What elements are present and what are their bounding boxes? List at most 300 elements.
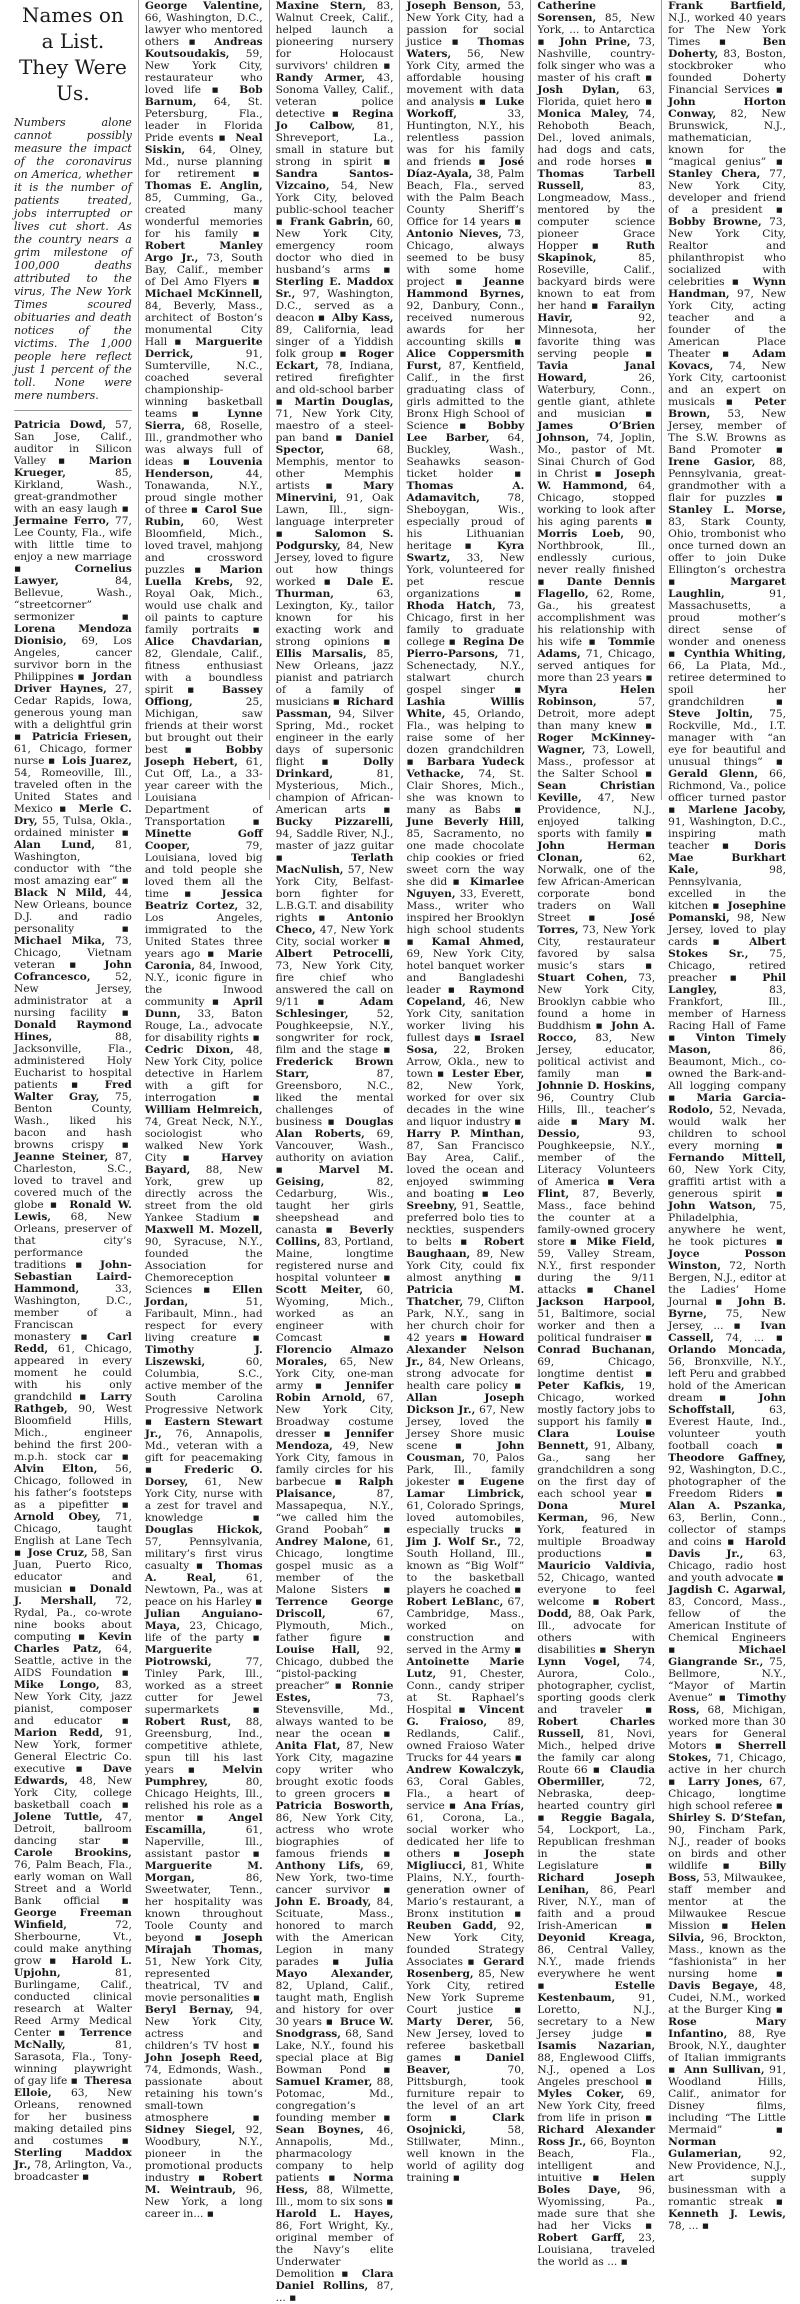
entry-separator: ▪ [706,1740,735,1752]
entry-name: Ana Frías, [463,1800,525,1812]
entry-description: 33, New York, volunteered for pet rescue organizations [406,552,525,600]
entry-name: Douglas Hickok, [144,1524,263,1536]
entry-description: 54, Lockport, La., Republican freshman in the state Legislature [537,1824,656,1872]
entry-name: John A. Rocco, [537,1020,656,1044]
entry-description: 74, St. Clair Shores, Mich., she was known to many as Babs [406,768,525,816]
entry-description: 74, New York City, cartoonist and an expert on musicals [668,360,786,408]
entry-separator: ▪ [493,2004,522,2016]
entry-separator: ▪ [582,636,606,648]
headline-line-1: Names on a List. [22,3,124,53]
entry-description: 77, Lee County, Fla., wife with little time to enjoy a new marriage [14,515,132,563]
obituary-entry [276,1596,394,1644]
entry-name: Helen Boles Daye, [537,2172,656,2196]
entry-name: Roger McKinney-Wagner, [537,732,656,756]
entry-name: Harold L. Hayes, [275,2208,394,2220]
entry-separator: ▪ [474,1188,501,1200]
entry-name: Daniel Beaver, [406,2052,525,2076]
entry-name: Jordan Driver Haynes, [14,671,132,695]
entry-separator: ▪ [503,1908,522,1920]
entry-description: 96, Country Club Hills, Ill., teacher’s aide [537,1092,656,1128]
entry-description: 87, Massapequa, N.Y., “we called him the Grand Poobah” [275,1488,394,1536]
column-5 [530,0,661,2268]
entry-name: Thomas E. Anglin, [144,180,263,192]
entry-name: Carole Brookins, [14,1847,132,1859]
entry-name: Alan Lund, [14,839,96,851]
entry-separator: ▪ [624,960,653,972]
entry-name: John Cofrancesco, [14,959,132,983]
entry-description: 85, Kirkland, Wash., great-grandmother with an easy laugh [14,467,132,515]
entry-name: Arnold Obey, [14,1511,101,1523]
entry-description: 57, Detroit, more adept than many knew [537,696,656,732]
entry-separator: ▪ [189,2172,220,2184]
entry-separator: ▪ [503,336,522,348]
entry-separator: ▪ [761,444,783,456]
entry-name: Samuel Kramer, [275,2076,373,2088]
entry-separator: ▪ [637,516,653,528]
column-1 [8,0,138,2183]
entry-separator: ▪ [117,875,129,887]
entry-name: Andreas Koutsoudakis, [144,36,263,60]
entry-description: 53, Milwaukee, staff member and mentor at the Milwaukee Rescue Mission [668,1872,786,1932]
entry-description: 82, New York, worked for over six decades in the wine and liquor industry [406,1080,525,1128]
entry-name: Peter Brown, [668,396,786,420]
entry-name: Ruth Skapinok, [537,240,656,264]
entry-name: Norma Hess, [275,2172,394,2196]
entry-separator: ▪ [117,503,129,515]
entry-name: Kamal Ahmed, [431,936,525,948]
entry-separator: ▪ [757,1968,783,1980]
entry-separator: ▪ [451,1704,476,1716]
entry-description: 92, Washington, D.C., photographer of the Freedom Riders [668,1464,786,1500]
entry-name: Jolene Tuttle, [14,1811,103,1823]
entries [145,0,263,2220]
entry-name: Joseph Migliucci, [406,1848,525,1872]
entry-separator: ▪ [772,1800,783,1812]
entry-separator: ▪ [668,804,686,816]
entry-description: 61, Colorado Springs, loved automobiles, especially trucks [406,1500,525,1536]
entry-name: John Cousman, [406,1440,525,1464]
entry-description: 49, New York City, famous in family circles for his barbecue [275,1440,394,1488]
entry-name: Robert Manley Argo Jr., [144,240,263,264]
entry-separator: ▪ [101,1715,129,1727]
entry-separator: ▪ [724,276,750,288]
entry-name: Marguerite Derrick, [144,336,263,360]
entry-name: Alice Chavdarian, [144,636,263,648]
entry-separator: ▪ [275,396,292,408]
entry-name: Doris Mae Burkhart Kale, [668,840,786,876]
entry-name: Sean Boynes, [275,2124,364,2136]
entry-description: 73, New York City, restaurateur favored by salsa music’s stars [537,924,656,972]
entry-name: Catherine Sorensen, [537,0,597,24]
entry-name: Maxwell M. Mozell, [144,1224,263,1236]
entry-name: Donald J. Mershall, [14,1583,132,1607]
entry-separator: ▪ [225,816,260,828]
entry-name: Jose Cruz, [27,1547,88,1559]
entry-description: 78, Arlington, Va., broadcaster [14,2159,132,2183]
entry-separator: ▪ [173,684,219,696]
entry-name: Robert Garff, [537,2232,626,2244]
entry-separator: ▪ [329,1680,349,1692]
entry-name: Randy Armer, [275,72,366,84]
entry-description: 33, Baton Rouge, La., advocate for disability rights [144,1008,263,1044]
entry-name: Robert Dodd, [537,1596,656,1620]
entry-separator: ▪ [114,827,129,839]
entry-name: Johnnie D. Hoskins, [537,1080,656,1092]
entry-name: Carl Redd, [14,1331,132,1355]
entry-name: Sidney Siegel, [144,2124,236,2136]
entry-name: Rhoda Hatch, [406,600,496,612]
entry-description: 64, Chicago, stopped working to look after his aging parents [537,480,656,528]
entry-description: 27, Cedar Rapids, Iowa, generous young man with a delightful grin [14,683,132,731]
entry-description: 91, Washington, D.C., inspiring math teacher [668,816,786,852]
entry-separator: ▪ [319,2172,351,2184]
entry-name: Marlene Jacoby, [688,804,786,816]
entry-name: Reuben Gadd, [406,1920,497,1932]
entries [406,0,524,2184]
entry-name: Bruce W. Snodgrass, [275,2016,394,2040]
entry-description: 81, Mysterious, Mich., champion of African-American arts [275,768,394,816]
entry-name: Louise Hall, [275,1644,361,1656]
entry-separator: ▪ [333,348,355,360]
entry-separator: ▪ [303,756,361,768]
entry-separator: ▪ [179,36,212,48]
obituary-entry [537,1380,655,1428]
entry-separator: ▪ [586,300,604,312]
entry-description: 44, New Orleans, bounce D.J. and radio personality [14,887,132,935]
entry-separator: ▪ [369,1884,391,1896]
entry-separator: ▪ [537,1812,558,1824]
entry-separator: ▪ [759,1140,783,1152]
entry-description: 86, Sweetwater, Tenn., her hospitality was known throughout Toole County and beyond [144,1872,263,1944]
obituary-entry [668,168,786,216]
entry-separator: ▪ [328,432,352,444]
entry-separator: ▪ [189,1560,213,1572]
entry-separator: ▪ [184,564,217,576]
entry-separator: ▪ [71,1631,96,1643]
entry-description: 51, Baltimore, social worker and then a political fundraiser [537,1308,656,1344]
entry-description: 91, Woodland Hills, Calif., animator for Disney films, including “The Little Mermaid” [668,2064,786,2136]
entry-description: 97, Washington, D.C., served as a deacon [275,288,394,324]
entry-description: 64, Seattle, active in the AIDS Foundation [14,1643,132,1679]
entry-name: Marguerite M. Morgan, [144,1860,263,1884]
entry-separator: ▪ [668,1032,693,1044]
entry-name: Ralph Plaisance, [275,1476,394,1500]
obituary-entry [406,1536,524,1596]
entry-name: Marguerite Piotrowski, [144,1644,213,1668]
entry-description: 67, Cambridge, Mass., worked on construction and served in the Army [406,1596,525,1656]
obituary-entry [668,456,786,504]
entry-separator: ▪ [581,2172,617,2184]
entry-description: 94, Silver Spring, Md., rocket engineer in the early days of supersonic flight [275,708,394,768]
entry-separator: ▪ [315,1428,343,1440]
entry-separator: ▪ [325,108,349,120]
entry-name: Jermaine Ferro, [14,515,110,527]
entry-description: 92, New Providence, N.J., art supply businessman with a romantic streak [668,2148,786,2208]
entry-description: 90, West Bloomfield Hills, Mich., engineer behind the first 200-m.p.h. stock car [14,1403,132,1463]
entry-description: 91, Chester, Conn., candy striper at St. Raphael’s Hospital [406,1668,525,1716]
entry-name: Adam Schlesinger, [275,996,394,1020]
entry-description: 78, ... [668,2220,699,2232]
entry-name: Maria Garcia-Rodolo, [668,1092,786,1116]
entry-description: 69, New York City, hotel banquet worker and Bangladeshi leader [406,948,525,996]
entry-description: 82, Glendale, Calif., fitness enthusiast with a boundless spirit [144,648,263,696]
entry-name: Eastern Stewart Jr., [144,1416,263,1440]
entry-separator: ▪ [187,504,202,516]
entry-separator: ▪ [510,1644,522,1656]
entry-description: 60, New York City, graffiti artist with a generous spirit [668,1164,786,1200]
entry-name: Harvey Bayard, [144,1152,263,1176]
entry-description: 81, Shreveport, La., small in stature but strong in spirit [275,120,394,168]
entry-separator: ▪ [243,1632,260,1644]
entry-separator: ▪ [633,1368,653,1380]
entry-name: Howard Alexander Nelson Jr., [406,1332,525,1368]
entry-separator: ▪ [239,1848,260,1860]
entry-description: 33, Huntington, N.Y., his relentless passion was for his family and friends [406,108,525,168]
entry-separator: ▪ [471,156,497,168]
obituary-entry [145,1608,263,1644]
entry-name: Merle C. Dry, [14,803,132,827]
entry-description: 63, Coral Gables, Fla., a heart of service [406,1776,525,1812]
entry-description: 86, Central Valley, N.Y., made friends everywhere he went [537,1944,656,1980]
entry-description: 75, New Jersey, ... [668,1308,786,1332]
obituary-entry [276,1740,394,1800]
entry-description: 90, Northbrook, Ill., endlessly curious, never really finished [537,528,656,576]
entry-separator: ▪ [275,528,312,540]
entry-name: Douglas Alan Roberts, [275,1116,394,1140]
entry-description: 69, Chicago, longtime dentist [537,1356,656,1380]
entry-description: 87, Beverly, Mass., face behind the counter at a family-owned grocery store [537,1188,656,1248]
entry-separator: ▪ [73,671,90,683]
entry-separator: ▪ [595,1644,611,1656]
obituary-entry [537,732,655,780]
entry-name: John Herman Clonan, [537,840,656,864]
obituary-entry [537,1428,655,1500]
entry-name: Ivan Cassell, [668,1320,786,1344]
entry-separator: ▪ [52,803,76,815]
entry-separator: ▪ [62,1583,87,1595]
entry-separator: ▪ [479,588,522,600]
entry-name: Anita Flat, [275,1740,341,1752]
entry-separator: ▪ [758,1440,783,1452]
entry-separator: ▪ [707,1296,735,1308]
obituary-entry [668,1452,786,1500]
entry-name: Tommie Adams, [537,636,656,660]
entry-name: Theodore Gaffney, [668,1452,786,1464]
entry-name: Wynn Handman, [668,276,786,300]
entry-description: N.J., worked 40 years for The New York Times [668,12,786,48]
entry-name: Jeanne Hammond Byrnes, [406,276,525,300]
entry-name: Beverly Collins, [275,1224,394,1248]
entry-name: Sheryn Lynn Vogel, [537,1644,656,1668]
entry-name: Mike Longo, [14,1679,100,1691]
entry-separator: ▪ [200,948,225,960]
entry-name: Angel Escamilla, [144,1812,263,1836]
obituary-entry [145,744,263,828]
entry-description: 52, New Jersey, administrator at a nursing facility [14,971,132,1019]
entry-description: 68, Memphis, mentor to other Memphis artists [275,444,394,492]
entry-separator: ▪ [492,468,522,480]
entry-description: 61, New York City, nurse with a zest for travel and knowledge [144,1476,263,1524]
entry-separator: ▪ [668,1092,694,1104]
entry-separator: ▪ [334,2268,359,2280]
entry-description: 91, New York, former General Electric Co. executive [14,1727,132,1775]
entry-description: 66, Boynton Beach, Fla., intelligent and intuitive [537,2136,656,2184]
entry-description: 63, New Orleans, renowned for her business making detailed pins and costumes [14,2087,132,2147]
entry-description: 83, Portland, Maine, longtime registered nurse and hospital volunteer [275,1236,394,1284]
entry-separator: ▪ [378,936,391,948]
entry-separator: ▪ [66,1259,97,1271]
entry-name: Lester Eber, [451,1068,525,1080]
entry-description: 33, Washington, D.C., member of a Franciscan monastery [14,1283,132,1343]
obituary-entry [537,1344,655,1380]
entry-description: 82, Upland, Calif., taught math, English and history for over 30 years [275,1980,394,2028]
entry-separator: ▪ [709,840,752,852]
entry-name: Michael Giangrande Sr., [668,1644,786,1668]
entry-description: 32, Los Angeles, immigrated to the United States three years ago [144,900,263,960]
entry-description: 56, New Jersey, loved to referee basketball games [406,2016,525,2064]
obituary-entry [14,1847,132,1907]
entry-description: 92, Chicago, dubbed the “pistol-packing preacher” [275,1644,394,1692]
entry-description: 68, Michigan, worked more than 30 years for General Motors [668,1704,786,1752]
column-2 [138,0,269,2220]
entry-separator: ▪ [640,1332,653,1344]
entry-name: Lois Juarez, [61,755,132,767]
entry-name: Frederick Brown Starr, [275,1056,394,1080]
entry-description: 54, Romeoville, Ill., traveled often in the United States and Mexico [14,767,132,815]
entry-separator: ▪ [591,1020,609,1032]
entry-description: 60, West Bloomfield, Mich., loved travel, mahjong and crossword puzzles [144,516,263,576]
entry-name: Beryl Bernay, [144,2004,234,2016]
entry-name: Ellen Jordan, [144,1284,263,1308]
obituary-entry [145,180,263,240]
entry-separator: ▪ [639,828,653,840]
entry-description: 45, Orlando, Fla., was helping to raise some of her dozen grandchildren [406,708,525,756]
entry-description: 92, Danbury, Conn., received numerous awards for her accounting skills [406,300,525,348]
entry-description: 85, New York City, retired New York Supreme Court justice [406,1968,525,2016]
obituary-entry [537,2088,655,2124]
entry-separator: ▪ [765,492,783,504]
entry-separator: ▪ [511,1752,522,1764]
entry-description: 46, New York City, sanitation worker living his fullest days [406,996,525,1044]
entry-name: Thomas A. Adamavitch, [406,480,525,504]
entry-name: Lynne Sierra, [144,408,263,432]
entry-name: Terrence McNally, [14,2027,132,2051]
entry-name: Cedric Dixon, [144,1044,234,1056]
entry-name: John Prine, [559,36,631,48]
entry-separator: ▪ [698,2220,710,2232]
entry-description: 85, New York, ... to Antarctica [537,12,656,36]
entry-name: Scott Meiter, [275,1284,364,1296]
entry-name: Fernando Mittell, [668,1152,786,1164]
entry-separator: ▪ [248,1032,260,1044]
entry-separator: ▪ [111,1799,129,1811]
entry-description: 69, New York City, freed from life in prison [537,2088,656,2124]
entry-name: Ronnie Estes, [275,1680,394,1704]
entry-name: Farailyn Havir, [537,300,656,324]
entry-separator: ▪ [641,672,653,684]
entry-name: April Dunn, [144,996,263,1020]
entry-separator: ▪ [702,1392,756,1404]
entry-name: Michael McKinnell, [144,288,263,300]
entry-description: 68, Sand Lake, N.Y., found his special place at Big Bowman Pond [275,2028,394,2076]
entry-name: Stanley Chera, [668,168,761,180]
entry-name: Jeanne Steiner, [14,1151,109,1163]
entry-name: Joseph Mirajah Thomas, [144,1932,263,1956]
entry-separator: ▪ [236,1332,260,1344]
entry-name: Cynthia Whiting, [684,648,786,660]
entry-separator: ▪ [723,1320,758,1332]
obituary-entry [668,96,786,168]
entry-description: 84, Scituate, Mass., honored to march with the American Legion in many parades [275,1896,394,1968]
entry-separator: ▪ [700,36,760,48]
entry-description: 66, Richmond, Va., police officer turned pastor [668,768,786,804]
entry-separator: ▪ [668,576,728,588]
entry-name: Vinton Timely Mason, [668,1032,786,1056]
entry-name: Jennifer Mendoza, [275,1428,394,1452]
entry-name: Richard Alexander Ross Jr., [537,2124,656,2148]
entry-description: 87, New York City, magazine copy writer who brought exotic foods to green grocers [275,1740,394,1800]
entry-name: Clark Osojnicki, [406,2112,525,2136]
entry-description: 84, Bellevue, Wash., “streetcorner” sermonizer [14,575,132,623]
entry-description: 52, Poughkeepsie, N.Y., songwriter for rock, film and the stage [275,1008,394,1056]
entry-name: Tavia Janal Howard, [537,360,656,384]
entry-description: 83, New Jersey, educator, political activist and family man [537,1032,656,1080]
entry-separator: ▪ [766,156,783,168]
entry-name: Peter Kafkis, [537,1380,625,1392]
entry-description: 76, Palm Beach, Fla., early woman on Wall Street and a World Bank official [14,1859,132,1907]
entry-description: 63, Everest Haute, Ind., volunteer youth football coach [668,1404,786,1452]
entry-separator: ▪ [639,1416,653,1428]
entry-description: 65, New York City, one-man army [275,1356,394,1392]
entry-name: John Joseph Reed, [144,2052,263,2064]
entry-name: Neal Siskin, [144,132,263,156]
entry-description: 89, New York City, could fix almost anything [406,1248,525,1284]
entry-name: Gerard Rosenberg, [406,1956,525,1980]
entry-description: 56, Bronxville, N.Y., left Peru and grabbed hold of the American dream [668,1356,786,1404]
entry-separator: ▪ [183,1812,226,1824]
entry-separator: ▪ [309,480,361,492]
entry-separator: ▪ [54,959,102,971]
entry-description: 84, Beverly, Mass., architect of Boston’s monumental City Hall [144,300,263,348]
entry-name: Gerald Glenn, [668,768,759,780]
entry-separator: ▪ [761,1188,783,1200]
entry-description: 63, Berlin, Conn., collector of stamps and coins [668,1512,786,1548]
entry-separator: ▪ [712,1692,735,1704]
entry-name: James O’Brien Johnson, [537,420,656,444]
entry-description: 92, Minnesota, her favorite thing was serving people [537,312,656,360]
obituary-entry [14,1679,132,1727]
entry-description: 73, Lowell, Mass., professor at the Salter School [537,744,656,780]
entry-separator: ▪ [167,744,223,756]
entry-name: Irene Gasior, [668,456,756,468]
entry-description: 96, New York, featured in multiple Broadway productions [537,1512,656,1560]
entry-description: 94, Saddle River, N.J., master of jazz guitar [275,828,394,852]
entry-name: Mary M. Dessio, [537,1116,656,1140]
entry-name: Deyonid Kreaga, [537,1932,656,1944]
entry-description: 73, Chicago, always seemed to be busy with some home project [406,228,525,288]
entry-description: 73, South Bay, Calif., member of Del Amo Flyers [144,252,263,288]
entry-separator: ▪ [406,936,429,948]
entry-separator: ▪ [173,456,206,468]
entry-separator: ▪ [251,1596,263,1608]
entry-separator: ▪ [451,1236,481,1248]
entry-name: Robert LeBlanc, [406,1596,504,1608]
entry-separator: ▪ [769,84,783,96]
entry-description: 73, Stevensville, Md., always wanted to be near the ocean [275,1692,394,1740]
entry-separator: ▪ [707,1860,756,1872]
obituary-entry [537,108,655,168]
entry-separator: ▪ [285,2292,297,2304]
